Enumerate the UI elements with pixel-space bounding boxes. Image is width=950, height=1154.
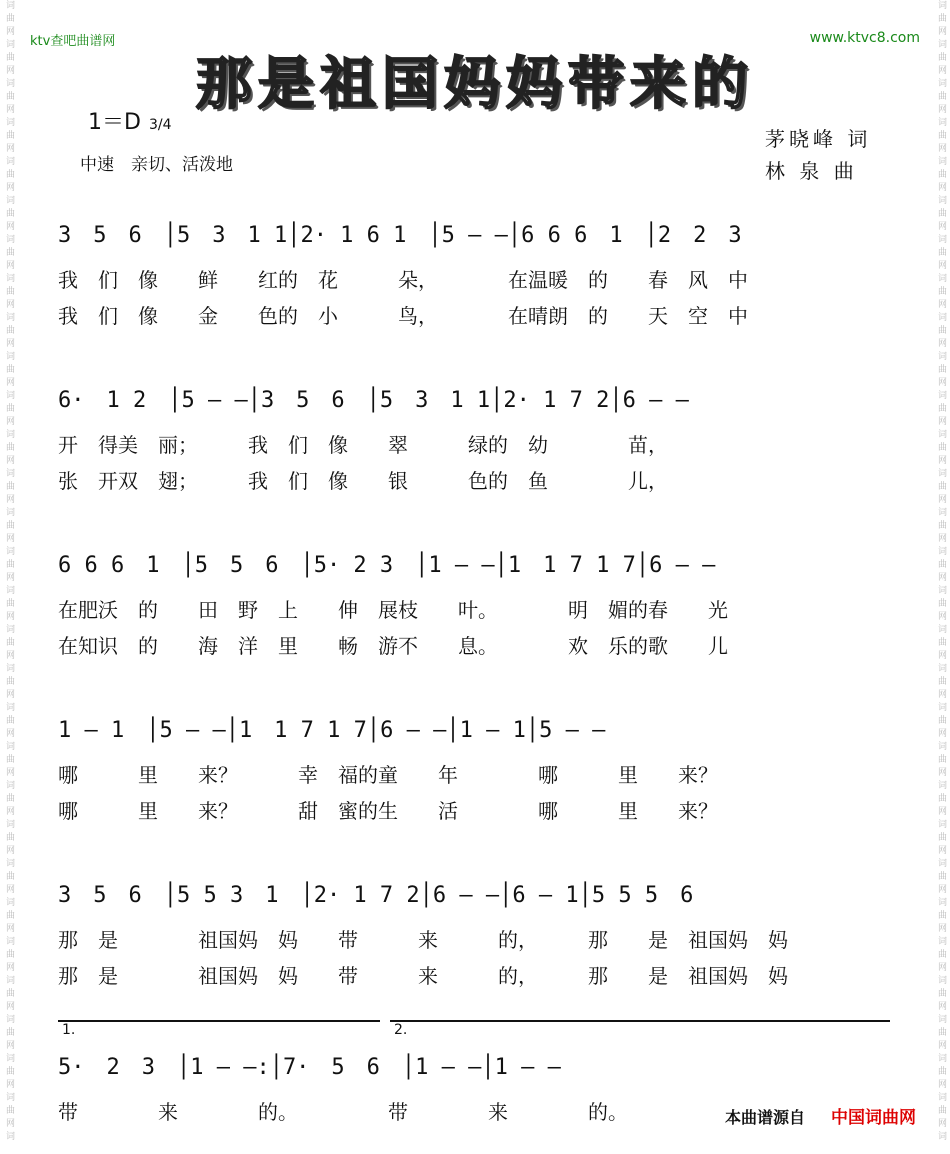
lyrics-verse-1: 我 们 像 鲜 红的 花 朵， 在温暖 的 春 风 中 xyxy=(58,268,748,292)
site-left[interactable]: ktv查吧曲谱网 xyxy=(30,34,116,49)
lyrics-verse-1: 开 得美 丽； 我 们 像 翠 绿的 幼 苗， xyxy=(58,433,668,457)
volta-bracket xyxy=(390,1020,890,1022)
footer-source: 本曲谱源自 xyxy=(724,1108,805,1127)
composer: 林 泉 曲 xyxy=(765,159,858,183)
notation-line: 5· 2 3 │1 — —:│7· 5 6 │1 — —│1 — — xyxy=(58,1055,561,1080)
volta-bracket xyxy=(58,1020,380,1022)
song-title: 那是祖国妈妈带来的 xyxy=(196,52,754,117)
lyrics-verse-1: 哪 里 来？ 幸 福的童 年 哪 里 来？ xyxy=(58,763,718,787)
footer-site[interactable]: 中国词曲网 xyxy=(831,1108,916,1128)
lyrics-verse-1: 那 是 祖国妈 妈 带 来 的， 那 是 祖国妈 妈 xyxy=(58,928,788,952)
notation-line: 6· 1 2 │5 — —│3 5 6 │5 3 1 1│2· 1 7 2│6 — — xyxy=(58,388,689,413)
notation-line: 1 — 1 │5 — —│1 1 7 1 7│6 — —│1 — 1│5 — — xyxy=(58,718,606,743)
site-right[interactable]: www.ktvc8.com xyxy=(809,30,920,46)
lyrics-verse-2: 我 们 像 金 色的 小 鸟， 在晴朗 的 天 空 中 xyxy=(58,304,748,328)
watermark-left: 词曲网词曲网词曲网词曲网词曲网词曲网词曲网词曲网词曲网词曲网词曲网词曲网词曲网词曲网词曲网词曲网词曲网词曲网词曲网词曲网词曲网词曲网词曲网词曲网词曲网词曲网词曲网词曲网词曲网词 xyxy=(4,0,14,1144)
notation-line: 3 5 6 │5 3 1 1│2· 1 6 1 │5 — —│6 6 6 1 │2 2 3 xyxy=(58,223,742,248)
notation-line: 3 5 6 │5 5 3 1 │2· 1 7 2│6 — —│6 — 1│5 5 5 6 xyxy=(58,883,694,908)
lyricist: 茅晓峰 词 xyxy=(765,127,872,151)
lyrics-verse-1: 在肥沃 的 田 野 上 伸 展枝 叶。 明 媚的春 光 xyxy=(58,598,728,622)
watermark-right: 词曲网词曲网词曲网词曲网词曲网词曲网词曲网词曲网词曲网词曲网词曲网词曲网词曲网词曲网词曲网词曲网词曲网词曲网词曲网词曲网词曲网词曲网词曲网词曲网词曲网词曲网词曲网词曲网词曲网词 xyxy=(936,0,946,1144)
lyrics-verse-2: 哪 里 来？ 甜 蜜的生 活 哪 里 来？ xyxy=(58,799,718,823)
tempo-marking: 中速 亲切、活泼地 xyxy=(80,155,233,175)
volta-label: 2. xyxy=(394,1022,408,1038)
lyrics-verse-2: 张 开双 翅； 我 们 像 银 色的 鱼 儿， xyxy=(58,469,668,493)
volta-label: 1. xyxy=(62,1022,76,1038)
key-signature: 1＝D 3/4 xyxy=(88,110,172,135)
lyrics-verse-1: 带 来 的。 带 来 的。 xyxy=(58,1100,628,1124)
notation-line: 6 6 6 1 │5 5 6 │5· 2 3 │1 — —│1 1 7 1 7│6 — — xyxy=(58,553,716,578)
lyrics-verse-2: 那 是 祖国妈 妈 带 来 的， 那 是 祖国妈 妈 xyxy=(58,964,788,988)
lyrics-verse-2: 在知识 的 海 洋 里 畅 游不 息。 欢 乐的歌 儿 xyxy=(58,634,728,658)
